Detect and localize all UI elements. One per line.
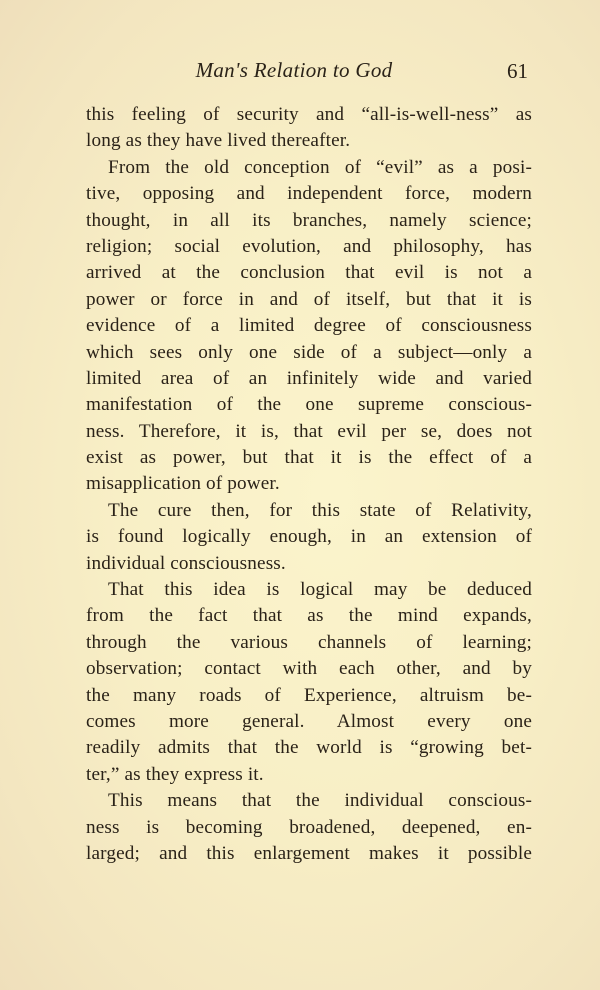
- text-line: observation; contact with each other, and by: [86, 658, 532, 680]
- body-text: [86, 102, 532, 867]
- text-line: from the fact that as the mind expands,: [86, 605, 532, 627]
- text-line: through the various channels of learning;: [86, 631, 532, 653]
- text-line: manifestation of the one supreme conscious-: [86, 394, 532, 416]
- text-line: the many roads of Experience, altruism be-: [86, 684, 532, 706]
- text-line: this feeling of security and “all-is-well-ness” as: [86, 104, 532, 125]
- text-line: That this idea is logical may be deduced: [108, 579, 532, 601]
- text-line: thought, in all its branches, namely science;: [86, 209, 532, 231]
- text-line: arrived at the conclusion that evil is not a: [86, 262, 532, 284]
- text-line: ness. Therefore, it is, that evil per se, does not: [86, 420, 532, 442]
- text-line: From the old conception of “evil” as a posi-: [108, 156, 532, 178]
- text-line: exist as power, but that it is the effect of a: [86, 447, 532, 469]
- text-line: ness is becoming broadened, deepened, en-: [86, 816, 532, 838]
- text-line: comes more general. Almost every one: [86, 710, 532, 732]
- text-line: religion; social evolution, and philosophy, has: [86, 235, 532, 257]
- text-line: is found logically enough, in an extension of: [86, 526, 532, 548]
- running-title: Man's Relation to God: [195, 58, 393, 82]
- text-line: evidence of a limited degree of consciousness: [86, 315, 532, 337]
- text-line: which sees only one side of a subject—only a: [86, 341, 532, 363]
- text-line: readily admits that the world is “growing bet-: [86, 737, 532, 759]
- text-line: individual consciousness.: [86, 552, 286, 574]
- running-head: [84, 58, 534, 88]
- text-line: long as they have lived thereafter.: [86, 130, 351, 152]
- text-line: limited area of an infinitely wide and varied: [86, 367, 532, 389]
- text-line: power or force in and of itself, but that it is: [86, 288, 532, 310]
- text-line: The cure then, for this state of Relativity,: [108, 499, 532, 521]
- text-line: misapplication of power.: [86, 473, 280, 495]
- text-line: larged; and this enlargement makes it possible: [86, 842, 532, 864]
- page-number: 61: [507, 59, 528, 83]
- text-line: ter,” as they express it.: [86, 763, 264, 785]
- text-line: tive, opposing and independent force, modern: [86, 183, 532, 205]
- text-line: This means that the individual conscious-: [108, 790, 532, 812]
